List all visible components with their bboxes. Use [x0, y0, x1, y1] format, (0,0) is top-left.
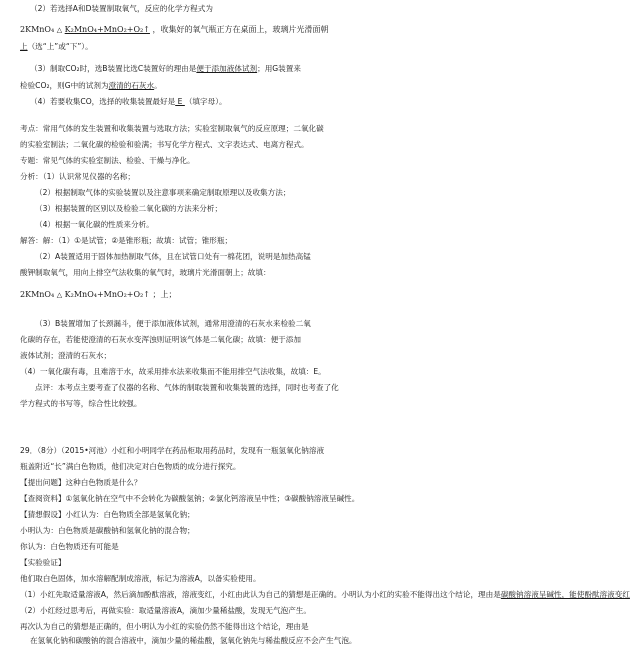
line: （4）根据一氧化碳的性质来分析。	[35, 220, 154, 229]
zhuanti-line: 专题：常见气体的实验室制法、检验、干燥与净化。	[20, 156, 195, 165]
section-heading: （2）小红经过思考后，再做实验：取适量溶液A，滴加少量稀盐酸，发现无气泡产生。	[20, 606, 311, 615]
heat-triangle-icon: △	[56, 26, 63, 34]
equation-tail: ，收集好的氧气瓶正方在桌面上，玻璃片光滑面朝	[152, 25, 329, 34]
line: 在氢氧化钠和碳酸钠的混合溶液中，滴加少量的稀盐酸，氢氧化钠先与稀盐酸反应不会产生气泡。	[30, 636, 357, 645]
line: （3）根据装置的区别以及检验二氧化碳的方法来分析；	[35, 204, 223, 213]
line: 再次认为自己的猜想是正确的，但小明认为小红的实验仍然不能得出这个结论，理由是	[20, 622, 309, 631]
jieda-line: 解答：解：（1）①是试管；②是锥形瓶；故填：试管；锥形瓶；	[20, 236, 233, 245]
text: （填字母）。	[184, 97, 227, 106]
line: （2）A装置适用于固体加热制取气体，且在试管口处有一棉花团，说明是加热高锰	[35, 252, 311, 261]
equation-right: K₂MnO₄+MnO₂+O₂↑	[64, 25, 150, 34]
q2-heading	[30, 4, 448, 14]
text: 。	[154, 81, 162, 90]
line	[20, 81, 448, 91]
line: 【猜想假设】小红认为：白色物质全部是氢氧化钠；	[20, 510, 195, 519]
line: 化碳的存在，若能使澄清的石灰水变浑浊则证明该气体是二氧化碳；故填：便于添加	[20, 335, 301, 344]
line: 他们取白色固体，加水溶解配制成溶液，标记为溶液A，以备实验使用。	[20, 574, 261, 583]
text: ；上；	[152, 290, 177, 299]
section-heading: 【查阅资料】①氢氧化钠在空气中不会转化为碳酸氢钠；②氯化钙溶液呈中性；③碳酸钠溶液呈碱性。	[20, 494, 360, 503]
line: 小明认为：白色物质是碳酸钠和氢氧化钠的混合物；	[20, 526, 195, 535]
equation-right: K₂MnO₄+MnO₂+O₂↑	[64, 290, 150, 299]
line: （4）一氧化碳有毒，且难溶于水，故采用排水法来收集而不能用排空气法收集，故填：E。	[20, 367, 326, 376]
answer-blank: 上	[20, 42, 28, 51]
answer-blank: 澄清的石灰水	[108, 81, 155, 90]
text: （3）制取CO₂时，选B装置比选C装置好的理由是	[30, 64, 197, 73]
q4-line	[30, 97, 448, 107]
line: （2）根据制取气体的实验装置以及注意事项来确定制取原理以及收集方法；	[35, 188, 291, 197]
dianping-line: 学方程式的书写等，综合性比较强。	[20, 399, 142, 408]
text: （选“上”或“下”）。	[27, 42, 93, 51]
line: 【实验验证】	[20, 558, 66, 567]
section-heading: 你认为：白色物质还有可能是	[20, 542, 119, 551]
heat-triangle-icon: △	[56, 291, 63, 299]
answer-blank: E	[175, 97, 185, 106]
line: （3）B装置增加了长颈漏斗，便于添加液体试剂，通常用澄清的石灰水来检验二氧	[35, 319, 311, 328]
equation-line	[20, 25, 448, 35]
text: ；用G装置来	[257, 64, 301, 73]
kaodian-line: 考点：常用气体的发生装置和收集装置与选取方法；实验室制取氧气的反应原理；二氧化碳	[20, 124, 324, 133]
text: （4）若要收集CO，选择的收集装置最好是	[30, 97, 176, 106]
section-heading: 【提出问题】这种白色物质是什么？	[20, 478, 142, 487]
q3-line	[30, 64, 448, 74]
line: 点评：本考点主要考查了仪器的名称、气体的制取装置和收集装置的选择，同时也考查了化	[35, 383, 339, 392]
q29-line: 29．（8分）（2015•河池）小红和小明同学在药品柜取用药品时，发现有一瓶氢氧化钠溶液	[20, 446, 325, 455]
line: 酸钾制取氧气，用向上排空气法收集的氧气时，玻璃片光滑面朝上；故填：	[20, 268, 271, 277]
equation-left: 2KMnO₄	[20, 290, 55, 299]
line	[20, 42, 448, 52]
text: 检验CO₂，则G中的试剂为	[20, 81, 109, 90]
line: 的实验室制法；二氧化碳的检验和验满；书写化学方程式、文字表达式、电离方程式。	[20, 140, 309, 149]
line: 瓶盖附近“长”满白色物质，他们决定对白色物质的成分进行探究。	[20, 462, 241, 471]
equation-line	[20, 290, 448, 300]
answer-blank: 便于添加液体试剂	[196, 64, 258, 73]
line	[20, 590, 630, 600]
answer-blank: 碳酸钠溶液呈碱性，能使酚酞溶液变红	[500, 590, 630, 599]
line: 液体试剂；澄清的石灰水；	[20, 351, 112, 360]
text: （1）小红先取适量溶液A，然后滴加酚酞溶液，溶液变红，小红由此认为自己的猜想是正确的。小明认为小红的实验不能得出这个结论，理由是	[20, 590, 501, 599]
text: （2）若选择A和D装置制取氧气，反应的化学方程式为	[30, 4, 213, 13]
fenxi-line: 分析：（1）认识常见仪器的名称；	[20, 172, 135, 181]
equation-left: 2KMnO₄	[20, 25, 55, 34]
